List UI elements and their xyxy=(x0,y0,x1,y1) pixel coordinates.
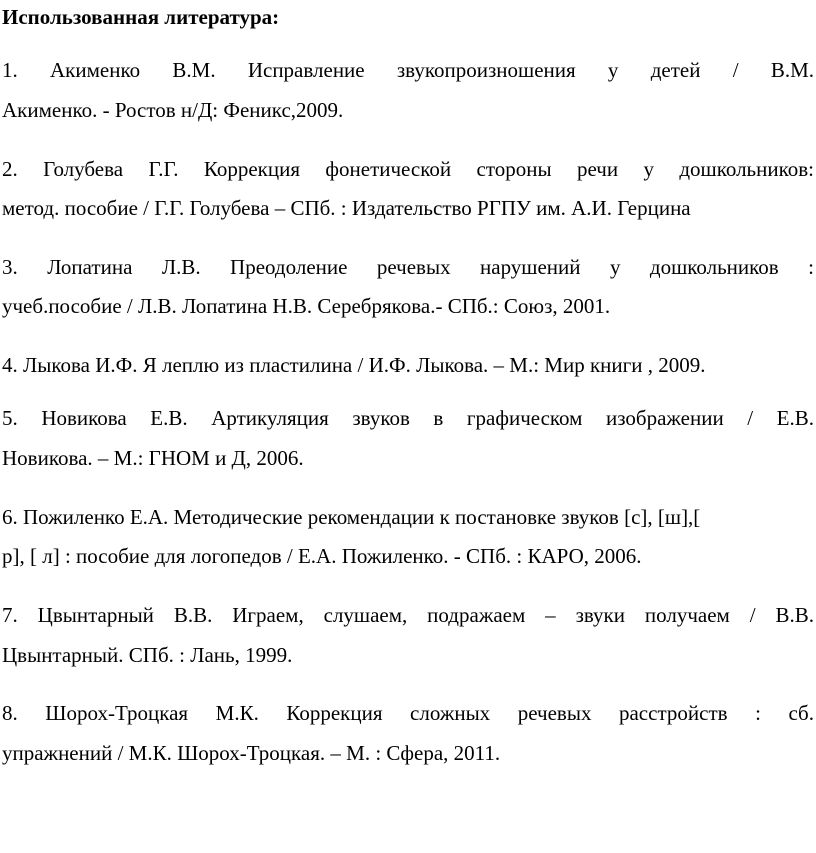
reference-8-line-1: 8. Шорох-Троцкая М.К. Коррекция сложных речевых расстройств : сб. xyxy=(2,701,814,725)
reference-1-line-2: Акименко. - Ростов н/Д: Феникс,2009. xyxy=(2,98,344,122)
reference-7-line-2: Цвынтарный. СПб. : Лань, 1999. xyxy=(2,643,293,667)
reference-4-line-1: 4. Лыкова И.Ф. Я леплю из пластилина / И.Ф. Лыкова. – М.: Мир книги , 2009. xyxy=(2,353,706,377)
reference-2-line-1: 2. Голубева Г.Г. Коррекция фонетической стороны речи у дошкольников: xyxy=(2,157,814,181)
reference-6-line-2: р], [ л] : пособие для логопедов / Е.А. Пожиленко. - СПб. : КАРО, 2006. xyxy=(2,544,642,568)
reference-2-line-2: метод. пособие / Г.Г. Голубева – СПб. : Издательство РГПУ им. А.И. Герцина xyxy=(2,196,691,220)
reference-8-line-2: упражнений / М.К. Шорох-Троцкая. – М. : Сфера, 2011. xyxy=(2,741,501,765)
reference-6-line-1: 6. Пожиленко Е.А. Методические рекомендации к постановке звуков [с], [ш],[ xyxy=(2,505,701,529)
reference-3-line-1: 3. Лопатина Л.В. Преодоление речевых нарушений у дошкольников : xyxy=(2,255,814,279)
reference-1-line-1: 1. Акименко В.М. Исправление звукопроизношения у детей / В.М. xyxy=(2,58,814,82)
reference-5-line-1: 5. Новикова Е.В. Артикуляция звуков в графическом изображении / Е.В. xyxy=(2,406,814,430)
reference-3-line-2: учеб.пособие / Л.В. Лопатина Н.В. Серебрякова.- СПб.: Союз, 2001. xyxy=(2,294,611,318)
page-heading: Использованная литература: xyxy=(2,5,280,29)
reference-5-line-2: Новикова. – М.: ГНОМ и Д, 2006. xyxy=(2,446,304,470)
reference-7-line-1: 7. Цвынтарный В.В. Играем, слушаем, подражаем – звуки получаем / В.В. xyxy=(2,603,814,627)
